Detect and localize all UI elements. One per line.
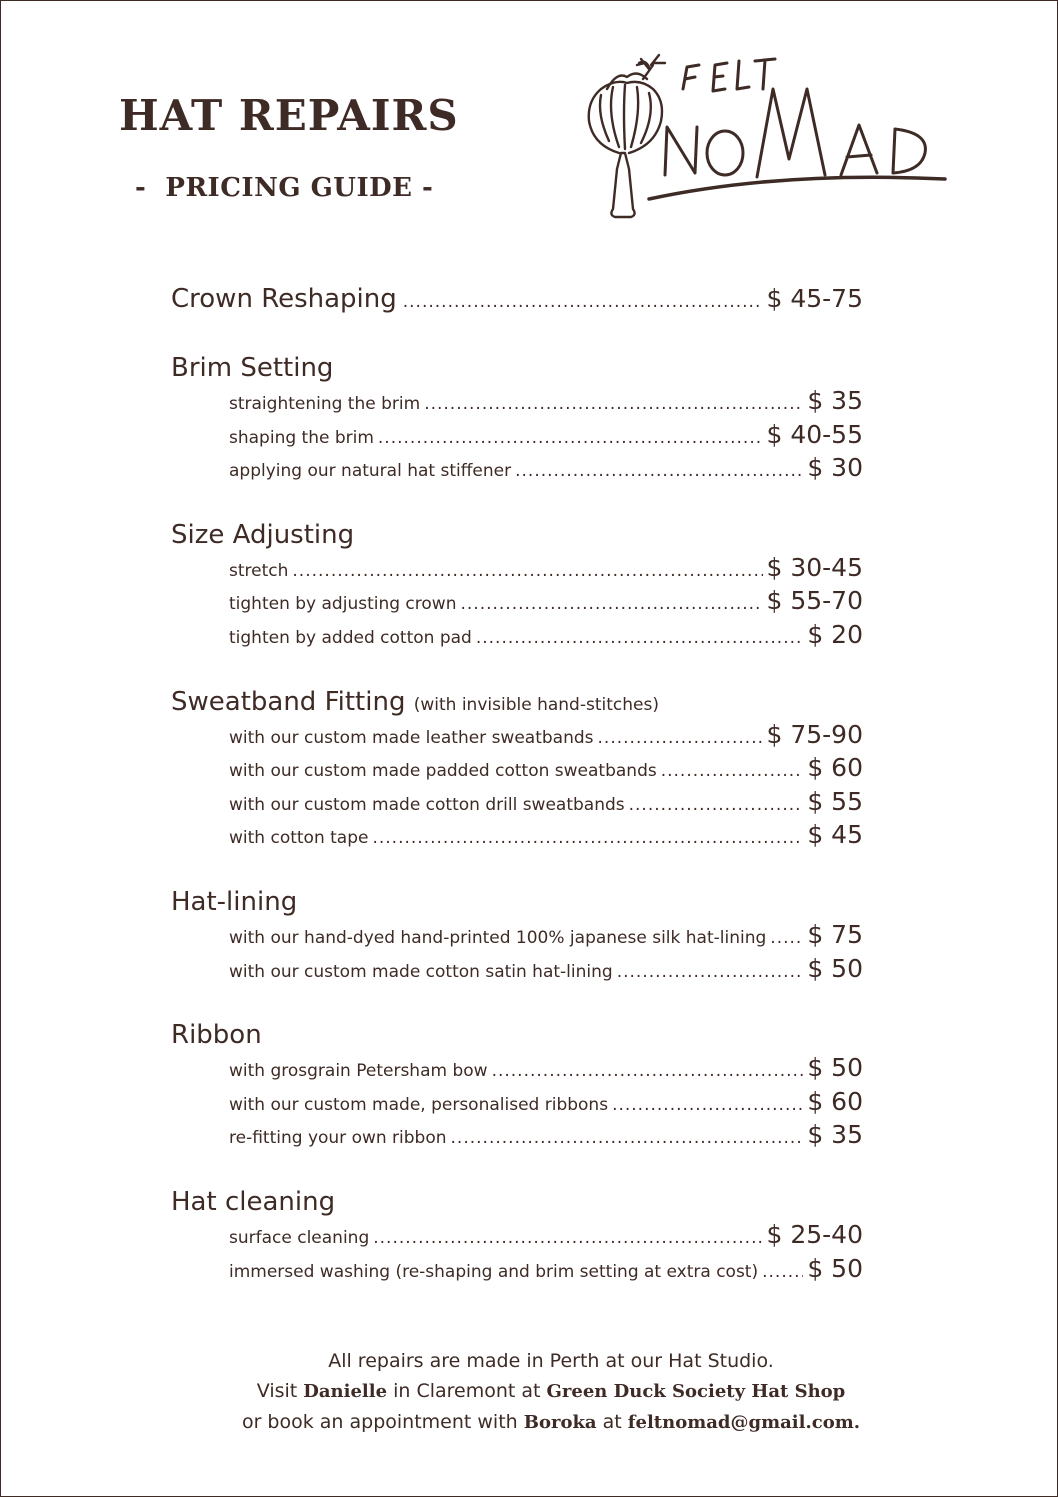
- email-link[interactable]: feltnomad@gmail.com.: [627, 1412, 861, 1433]
- list-item: applying our natural hat stiffener ..... $ 30: [171, 453, 863, 487]
- section-sweatband-fitting: [171, 684, 863, 854]
- leader-dots: [403, 292, 761, 312]
- section-title: Ribbon: [171, 1020, 262, 1051]
- section-ribbon: [171, 1017, 863, 1154]
- footer-line: All repairs are made in Perth at our Hat Studio.: [328, 1350, 774, 1372]
- section-title: Brim Setting: [171, 353, 334, 383]
- section-title: Sweatband Fitting (with invisible hand-stitches): [171, 686, 659, 717]
- list-item: immersed washing (re-shaping and brim setting at extra cost) ..... $ 50: [171, 1254, 863, 1288]
- list-item: with our custom made cotton drill sweatbands ..... $ 55: [171, 787, 863, 821]
- page-title: HAT REPAIRS: [119, 91, 459, 140]
- list-item: with grosgrain Petersham bow ..... $ 50: [171, 1053, 863, 1087]
- list-item: with our custom made, personalised ribbons ..... $ 60: [171, 1087, 863, 1121]
- staff-name: Boroka: [523, 1412, 597, 1433]
- crown-reshaping-label: Crown Reshaping: [171, 284, 397, 314]
- list-item: surface cleaning ..... $ 25-40: [171, 1220, 863, 1254]
- page-subtitle: - PRICING GUIDE -: [135, 173, 434, 203]
- section-title: Hat cleaning: [171, 1186, 336, 1217]
- staff-name: Danielle: [303, 1381, 388, 1402]
- list-item: with our custom made padded cotton sweatbands ..... $ 60: [171, 753, 863, 787]
- section-hat-cleaning: [171, 1184, 863, 1287]
- crown-reshaping-price: $ 45-75: [766, 284, 863, 313]
- list-item: with our hand-dyed hand-printed 100% japanese silk hat-lining ..... $ 75: [171, 920, 863, 954]
- shop-name: Green Duck Society Hat Shop: [546, 1381, 846, 1402]
- felt-nomad-logo: [579, 49, 949, 224]
- section-crown-reshaping: [171, 284, 863, 320]
- list-item: with cotton tape ..... $ 45: [171, 820, 863, 854]
- section-title: Hat-lining: [171, 886, 298, 917]
- list-item: straightening the brim ..... $ 35: [171, 386, 863, 420]
- section-note: (with invisible hand-stitches): [413, 694, 659, 715]
- section-size-adjusting: [171, 517, 863, 654]
- price-list: [171, 284, 863, 1317]
- footer-note: [1, 1346, 1058, 1438]
- list-item: tighten by added cotton pad ..... $ 20: [171, 620, 863, 654]
- list-item: stretch ..... $ 30-45: [171, 553, 863, 587]
- section-title: Size Adjusting: [171, 519, 355, 550]
- section-brim-setting: [171, 350, 863, 487]
- footer-line: Visit Danielle in Claremont at Green Duck Society Hat Shop: [256, 1380, 846, 1402]
- section-hat-lining: [171, 884, 863, 987]
- list-item: tighten by adjusting crown ..... $ 55-70: [171, 586, 863, 620]
- list-item: shaping the brim ..... $ 40-55: [171, 420, 863, 454]
- footer-line: or book an appointment with Boroka at feltnomad@gmail.com.: [241, 1411, 861, 1433]
- list-item: re-fitting your own ribbon ..... $ 35: [171, 1120, 863, 1154]
- list-item: with our custom made leather sweatbands ..... $ 75-90: [171, 720, 863, 754]
- list-item: with our custom made cotton satin hat-lining ..... $ 50: [171, 954, 863, 988]
